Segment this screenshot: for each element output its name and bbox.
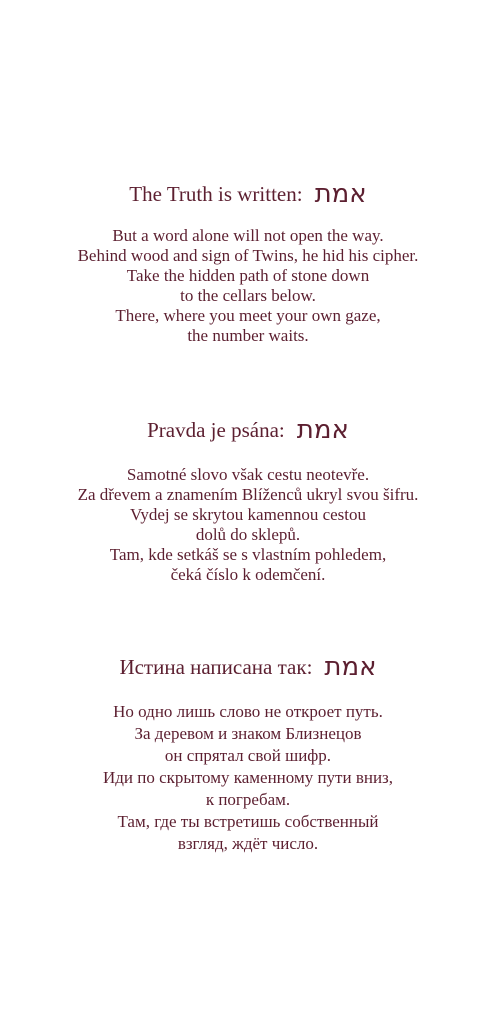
riddle-line: to the cellars below. (180, 286, 316, 305)
riddle-line: But a word alone will not open the way. (112, 226, 384, 245)
riddle-line: Tam, kde setkáš se s vlastním pohledem, (109, 545, 387, 564)
riddle-line: Za dřevem a znamením Blíženců ukryl svou šifru. (77, 485, 419, 504)
riddle-line: он спрятал свой шифр. (164, 746, 332, 765)
riddle-line: За деревом и знаком Близнецов (134, 724, 362, 743)
hebrew-word: אמת (324, 652, 377, 682)
heading-title: Истина написана так: (119, 655, 313, 679)
riddle-line: dolů do sklepů. (195, 525, 301, 544)
section-russian (0, 653, 496, 855)
riddle-line: Behind wood and sign of Twins, he hid his cipher. (77, 246, 419, 265)
riddle-text (0, 465, 496, 585)
hebrew-word: אמת (314, 179, 367, 209)
riddle-line: Samotné slovo však cestu neotevře. (126, 465, 370, 484)
riddle-line: взгляд, ждёт число. (177, 834, 319, 853)
heading-title: The Truth is written: (129, 182, 303, 206)
section-czech (0, 416, 496, 585)
section-english (0, 180, 496, 346)
riddle-line: Но одно лишь слово не откроет путь. (113, 702, 383, 721)
riddle-line: Иди по скрытому каменному пути вниз, (102, 768, 394, 787)
section-heading (0, 416, 496, 444)
section-heading (0, 653, 496, 681)
riddle-line: Vydej se skrytou kamennou cestou (129, 505, 367, 524)
riddle-line: Take the hidden path of stone down (126, 266, 370, 285)
riddle-line: Там, где ты встретишь собственный (117, 812, 379, 831)
riddle-text (0, 226, 496, 346)
riddle-line: čeká číslo k odemčení. (170, 565, 326, 584)
riddle-line: к погребам. (205, 790, 291, 809)
heading-title: Pravda je psána: (147, 418, 285, 442)
riddle-line: There, where you meet your own gaze, (115, 306, 381, 325)
riddle-text (0, 701, 496, 855)
hebrew-word: אמת (296, 415, 349, 445)
riddle-line: the number waits. (187, 326, 309, 345)
section-heading (0, 180, 496, 208)
